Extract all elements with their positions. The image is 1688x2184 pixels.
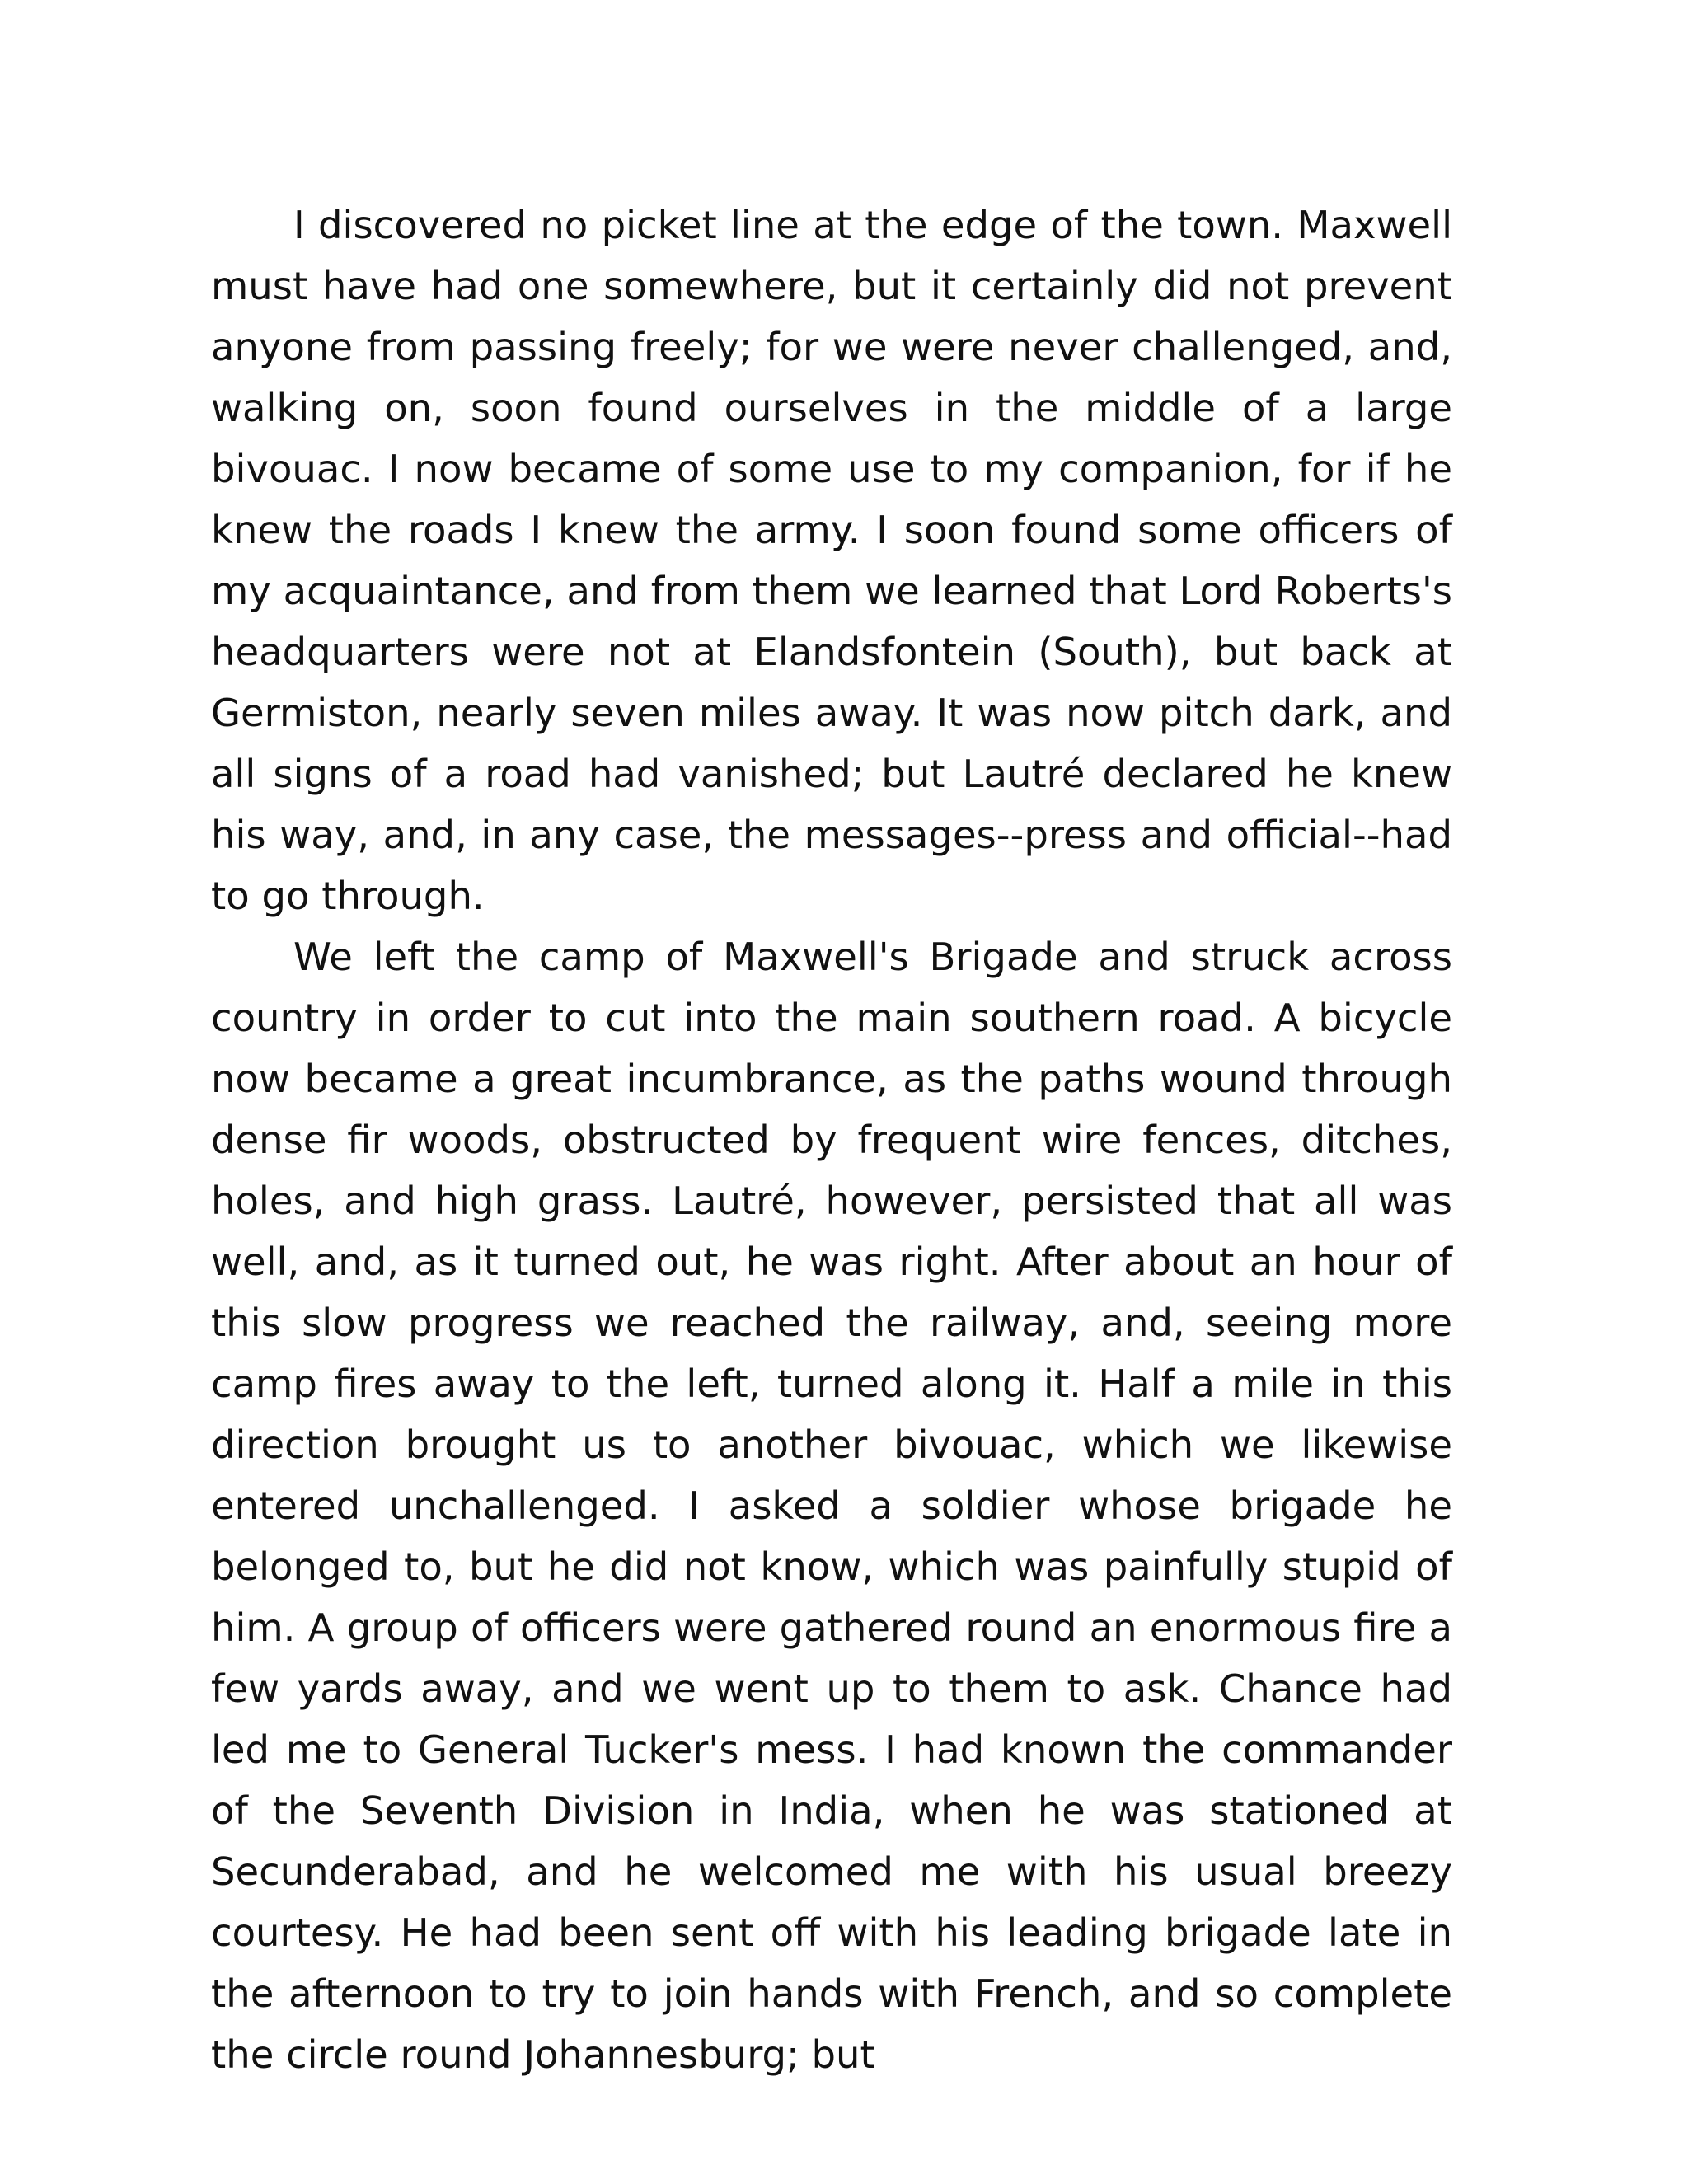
paragraph-2: We left the camp of Maxwell's Brigade and struck across country in order to cut into the main southern road. A bicycle now became a great incumbrance, as the paths wound through dense fir woods, obstructed by frequent wire fences, ditches, holes, and high grass. Lautré, however, persisted that all was well, and, as it turned out, he was right. After about an hour of this slow progress we reached the railway, and, seeing more camp fires away to the left, turned along it. Half a mile in this direction brought us to another bivouac, which we likewise entered unchallenged. I asked a soldier whose brigade he belonged to, but he did not know, which was painfully stupid of him. A group of officers were gathered round an enormous fire a few yards away, and we went up to them to ask. Chance had led me to General Tucker's mess. I had known the commander of the Seventh Division in India, when he was stationed at Secunderabad, and he welcomed me with his usual breezy courtesy. He had been sent off with his leading brigade late in the afternoon to try to join hands with French, and so complete the circle round Johannesburg; but: [211, 935, 1452, 2077]
page-body: [211, 194, 1452, 2085]
paragraph-1: I discovered no picket line at the edge of the town. Maxwell must have had one somewhere, but it certainly did not prevent anyone from passing freely; for we were never challenged, and, walking on, soon found ourselves in the middle of a large bivouac. I now became of some use to my companion, for if he knew the roads I knew the army. I soon found some officers of my acquaintance, and from them we learned that Lord Roberts's headquarters were not at Elandsfontein (South), but back at Germiston, nearly seven miles away. It was now pitch dark, and all signs of a road had vanished; but Lautré declared he knew his way, and, in any case, the messages--press and official--had to go through.: [211, 203, 1452, 918]
